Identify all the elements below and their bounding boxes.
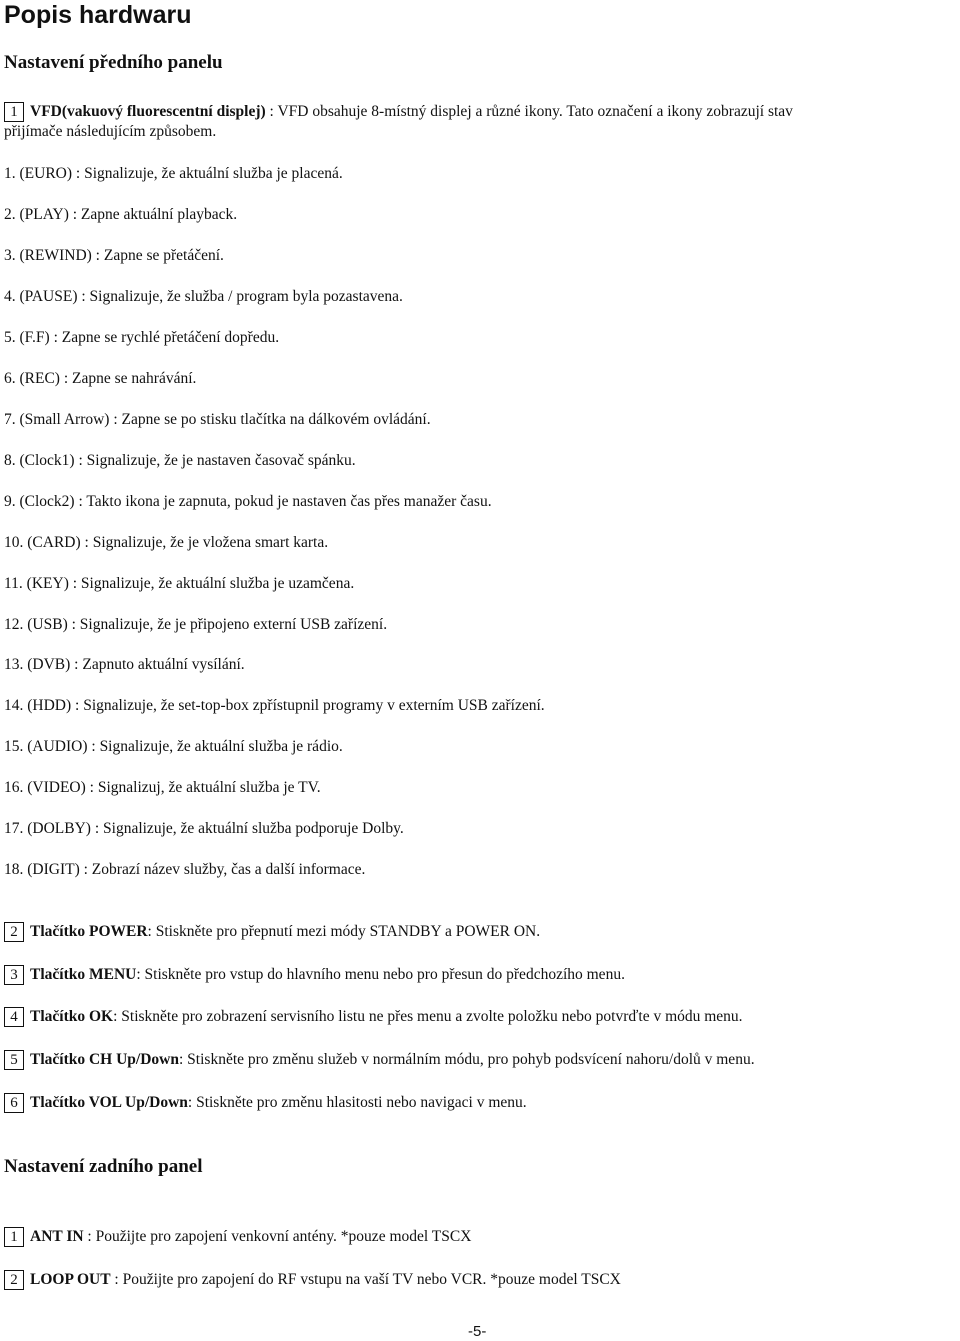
indicator-item: 9. (Clock2) : Takto ikona je zapnuta, pokud je nastaven čas přes manažer času. — [4, 493, 492, 510]
item-number-box: 3 — [4, 965, 24, 985]
item-number-box: 4 — [4, 1007, 24, 1027]
loop-out-item — [4, 1270, 621, 1290]
menu-button-item — [4, 965, 625, 985]
button-label: Tlačítko MENU — [30, 966, 137, 983]
button-label: Tlačítko VOL Up/Down — [30, 1094, 188, 1111]
ok-button-item — [4, 1007, 743, 1027]
item-number-box: 2 — [4, 922, 24, 942]
indicator-item: 10. (CARD) : Signalizuje, že je vložena smart karta. — [4, 534, 329, 551]
indicator-item: 15. (AUDIO) : Signalizuje, že aktuální služba je rádio. — [4, 738, 343, 755]
ch-button-item — [4, 1050, 755, 1070]
indicator-item: 18. (DIGIT) : Zobrazí název služby, čas a další informace. — [4, 861, 366, 878]
ant-in-item — [4, 1227, 471, 1247]
connector-description: : Použijte pro zapojení venkovní antény. *pouze model TSCX — [83, 1228, 472, 1245]
indicator-item: 1. (EURO) : Signalizuje, že aktuální služba je placená. — [4, 165, 343, 182]
indicator-item: 11. (KEY) : Signalizuje, že aktuální služba je uzamčena. — [4, 575, 355, 592]
item-number-box: 5 — [4, 1050, 24, 1070]
page-number: -5- — [468, 1323, 487, 1340]
indicator-item: 4. (PAUSE) : Signalizuje, že služba / program byla pozastavena. — [4, 288, 403, 305]
vfd-item — [4, 102, 793, 122]
vfd-description: : VFD obsahuje 8-místný displej a různé ikony. Tato označení a ikony zobrazují stav — [265, 103, 793, 120]
button-description: : Stiskněte pro vstup do hlavního menu nebo pro přesun do předchozího menu. — [136, 966, 625, 983]
vfd-description-continued: přijímače následujícím způsobem. — [4, 123, 217, 140]
rear-panel-heading: Nastavení zadního panel — [4, 1156, 203, 1177]
button-description: : Stiskněte pro zobrazení servisního listu ne přes menu a zvolte položku nebo potvrďte v módu menu. — [113, 1008, 743, 1025]
button-label: Tlačítko POWER — [30, 923, 148, 940]
vfd-label: VFD(vakuový fluorescentní displej) — [30, 103, 266, 120]
button-description: : Stiskněte pro přepnutí mezi módy STANDBY a POWER ON. — [147, 923, 541, 940]
indicator-item: 3. (REWIND) : Zapne se přetáčení. — [4, 247, 224, 264]
indicator-item: 8. (Clock1) : Signalizuje, že je nastaven časovač spánku. — [4, 452, 356, 469]
indicator-item: 12. (USB) : Signalizuje, že je připojeno externí USB zařízení. — [4, 616, 388, 633]
item-number-box: 1 — [4, 102, 24, 122]
button-description: : Stiskněte pro změnu služeb v normálním módu, pro pohyb podsvícení nahoru/dolů v menu. — [179, 1051, 755, 1068]
page-title: Popis hardwaru — [4, 1, 192, 29]
item-number-box: 2 — [4, 1270, 24, 1290]
indicator-item: 6. (REC) : Zapne se nahrávání. — [4, 370, 197, 387]
indicator-item: 5. (F.F) : Zapne se rychlé přetáčení dopředu. — [4, 329, 280, 346]
button-description: : Stiskněte pro změnu hlasitosti nebo navigaci v menu. — [187, 1094, 527, 1111]
button-label: Tlačítko CH Up/Down — [30, 1051, 179, 1068]
indicator-item: 17. (DOLBY) : Signalizuje, že aktuální služba podporuje Dolby. — [4, 820, 404, 837]
connector-label: ANT IN — [30, 1228, 84, 1245]
indicator-item: 13. (DVB) : Zapnuto aktuální vysílání. — [4, 656, 245, 673]
indicator-item: 16. (VIDEO) : Signalizuj, že aktuální služba je TV. — [4, 779, 321, 796]
vol-button-item — [4, 1093, 527, 1113]
item-number-box: 1 — [4, 1227, 24, 1247]
indicator-item: 7. (Small Arrow) : Zapne se po stisku tlačítka na dálkovém ovládání. — [4, 411, 431, 428]
power-button-item — [4, 922, 540, 942]
indicator-item: 14. (HDD) : Signalizuje, že set-top-box zpřístupnil programy v externím USB zařízení. — [4, 697, 545, 714]
front-panel-heading: Nastavení předního panelu — [4, 52, 223, 73]
button-label: Tlačítko OK — [30, 1008, 114, 1025]
item-number-box: 6 — [4, 1093, 24, 1113]
indicator-item: 2. (PLAY) : Zapne aktuální playback. — [4, 206, 238, 223]
connector-description: : Použijte pro zapojení do RF vstupu na vaší TV nebo VCR. *pouze model TSCX — [110, 1271, 621, 1288]
connector-label: LOOP OUT — [30, 1271, 111, 1288]
